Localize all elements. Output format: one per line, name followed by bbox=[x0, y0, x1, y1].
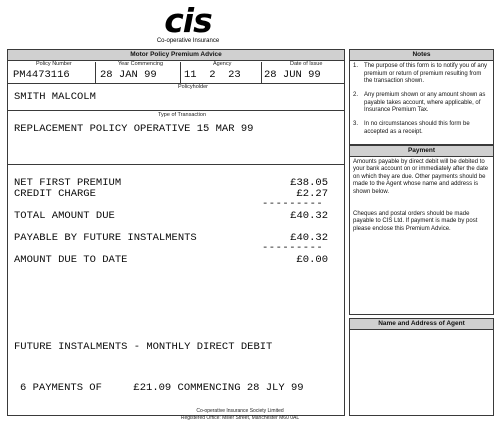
note-number: 2. bbox=[353, 92, 359, 98]
divider bbox=[8, 83, 344, 84]
date-of-issue-value: 28 JUN 99 bbox=[264, 69, 321, 81]
net-first-premium-label: NET FIRST PREMIUM bbox=[14, 177, 122, 189]
policyholder-label: Policyholder bbox=[178, 84, 208, 90]
subtotal-rule: --------- bbox=[262, 198, 324, 210]
logo-mark: cis bbox=[164, 1, 212, 40]
note-item bbox=[353, 63, 491, 87]
policy-number-label: Policy Number bbox=[36, 61, 72, 67]
payment-title: Payment bbox=[350, 146, 493, 157]
logo-subtitle: Co-operative Insurance bbox=[156, 38, 220, 44]
field-divider bbox=[261, 62, 262, 84]
advice-title: Motor Policy Premium Advice bbox=[8, 50, 344, 61]
total-amount-due-label: TOTAL AMOUNT DUE bbox=[14, 210, 115, 222]
field-divider bbox=[180, 62, 181, 84]
amount-due-to-date-value: £0.00 bbox=[296, 254, 328, 266]
note-text: The purpose of this form is to notify you of any premium or return of premium resulting from the transaction shown. bbox=[364, 63, 488, 84]
instalment-detail: 6 PAYMENTS OF £21.09 COMMENCING 28 JLY 99 bbox=[20, 382, 304, 394]
policy-number-value: PM4473116 bbox=[13, 69, 70, 81]
agent-box bbox=[349, 318, 494, 416]
agency-value: 11 2 23 bbox=[184, 69, 241, 81]
note-text: Any premium shown or any amount shown as payable takes account, where applicable, of Insurance Premium Tax. bbox=[364, 92, 486, 113]
credit-charge-amount: £2.27 bbox=[296, 188, 328, 200]
note-text: In no circumstances should this form be accepted as a receipt. bbox=[364, 121, 470, 135]
notes-box bbox=[349, 49, 494, 145]
note-number: 1. bbox=[353, 63, 359, 69]
note-item bbox=[353, 121, 491, 137]
future-rule: --------- bbox=[262, 242, 324, 254]
transaction-value: REPLACEMENT POLICY OPERATIVE 15 MAR 99 bbox=[14, 123, 254, 135]
future-instalments-label: PAYABLE BY FUTURE INSTALMENTS bbox=[14, 232, 197, 244]
transaction-label: Type of Transaction bbox=[158, 112, 206, 118]
notes-title: Notes bbox=[350, 50, 493, 61]
agency-label: Agency bbox=[213, 61, 232, 67]
credit-charge-label: CREDIT CHARGE bbox=[14, 188, 96, 200]
cis-logo bbox=[138, 1, 238, 45]
payment-box bbox=[349, 145, 494, 315]
divider bbox=[8, 110, 344, 111]
payment-paragraph: Cheques and postal orders should be made payable to CIS Ltd. If payment is made by post please enclose this Premium Advice. bbox=[353, 211, 478, 232]
total-amount-due-value: £40.32 bbox=[290, 210, 328, 222]
payment-paragraph: Amounts payable by direct debit will be debited to your bank account on or immediately after the date on which they are due. Other payments should be made to the Agent whose name and address is shown below. bbox=[353, 159, 489, 195]
net-first-premium-amount: £38.05 bbox=[290, 177, 328, 189]
note-item bbox=[353, 92, 491, 116]
note-number: 3. bbox=[353, 121, 359, 127]
footer-address: Registered Office: Miller Street, Manchester M60 0AL bbox=[180, 415, 300, 421]
divider bbox=[8, 164, 344, 165]
instalment-type: FUTURE INSTALMENTS - MONTHLY DIRECT DEBIT bbox=[14, 341, 273, 353]
policyholder-value: SMITH MALCOLM bbox=[14, 91, 96, 103]
future-instalments-amount: £40.32 bbox=[290, 232, 328, 244]
agent-title: Name and Address of Agent bbox=[350, 319, 493, 330]
premium-advice-box bbox=[7, 49, 345, 416]
year-commencing-value: 28 JAN 99 bbox=[100, 69, 157, 81]
field-divider bbox=[95, 62, 96, 84]
footer-company: Co-operative Insurance Society Limited bbox=[196, 408, 284, 414]
year-commencing-label: Year Commencing bbox=[118, 61, 164, 67]
date-of-issue-label: Date of Issue bbox=[290, 61, 323, 67]
amount-due-to-date-label: AMOUNT DUE TO DATE bbox=[14, 254, 128, 266]
